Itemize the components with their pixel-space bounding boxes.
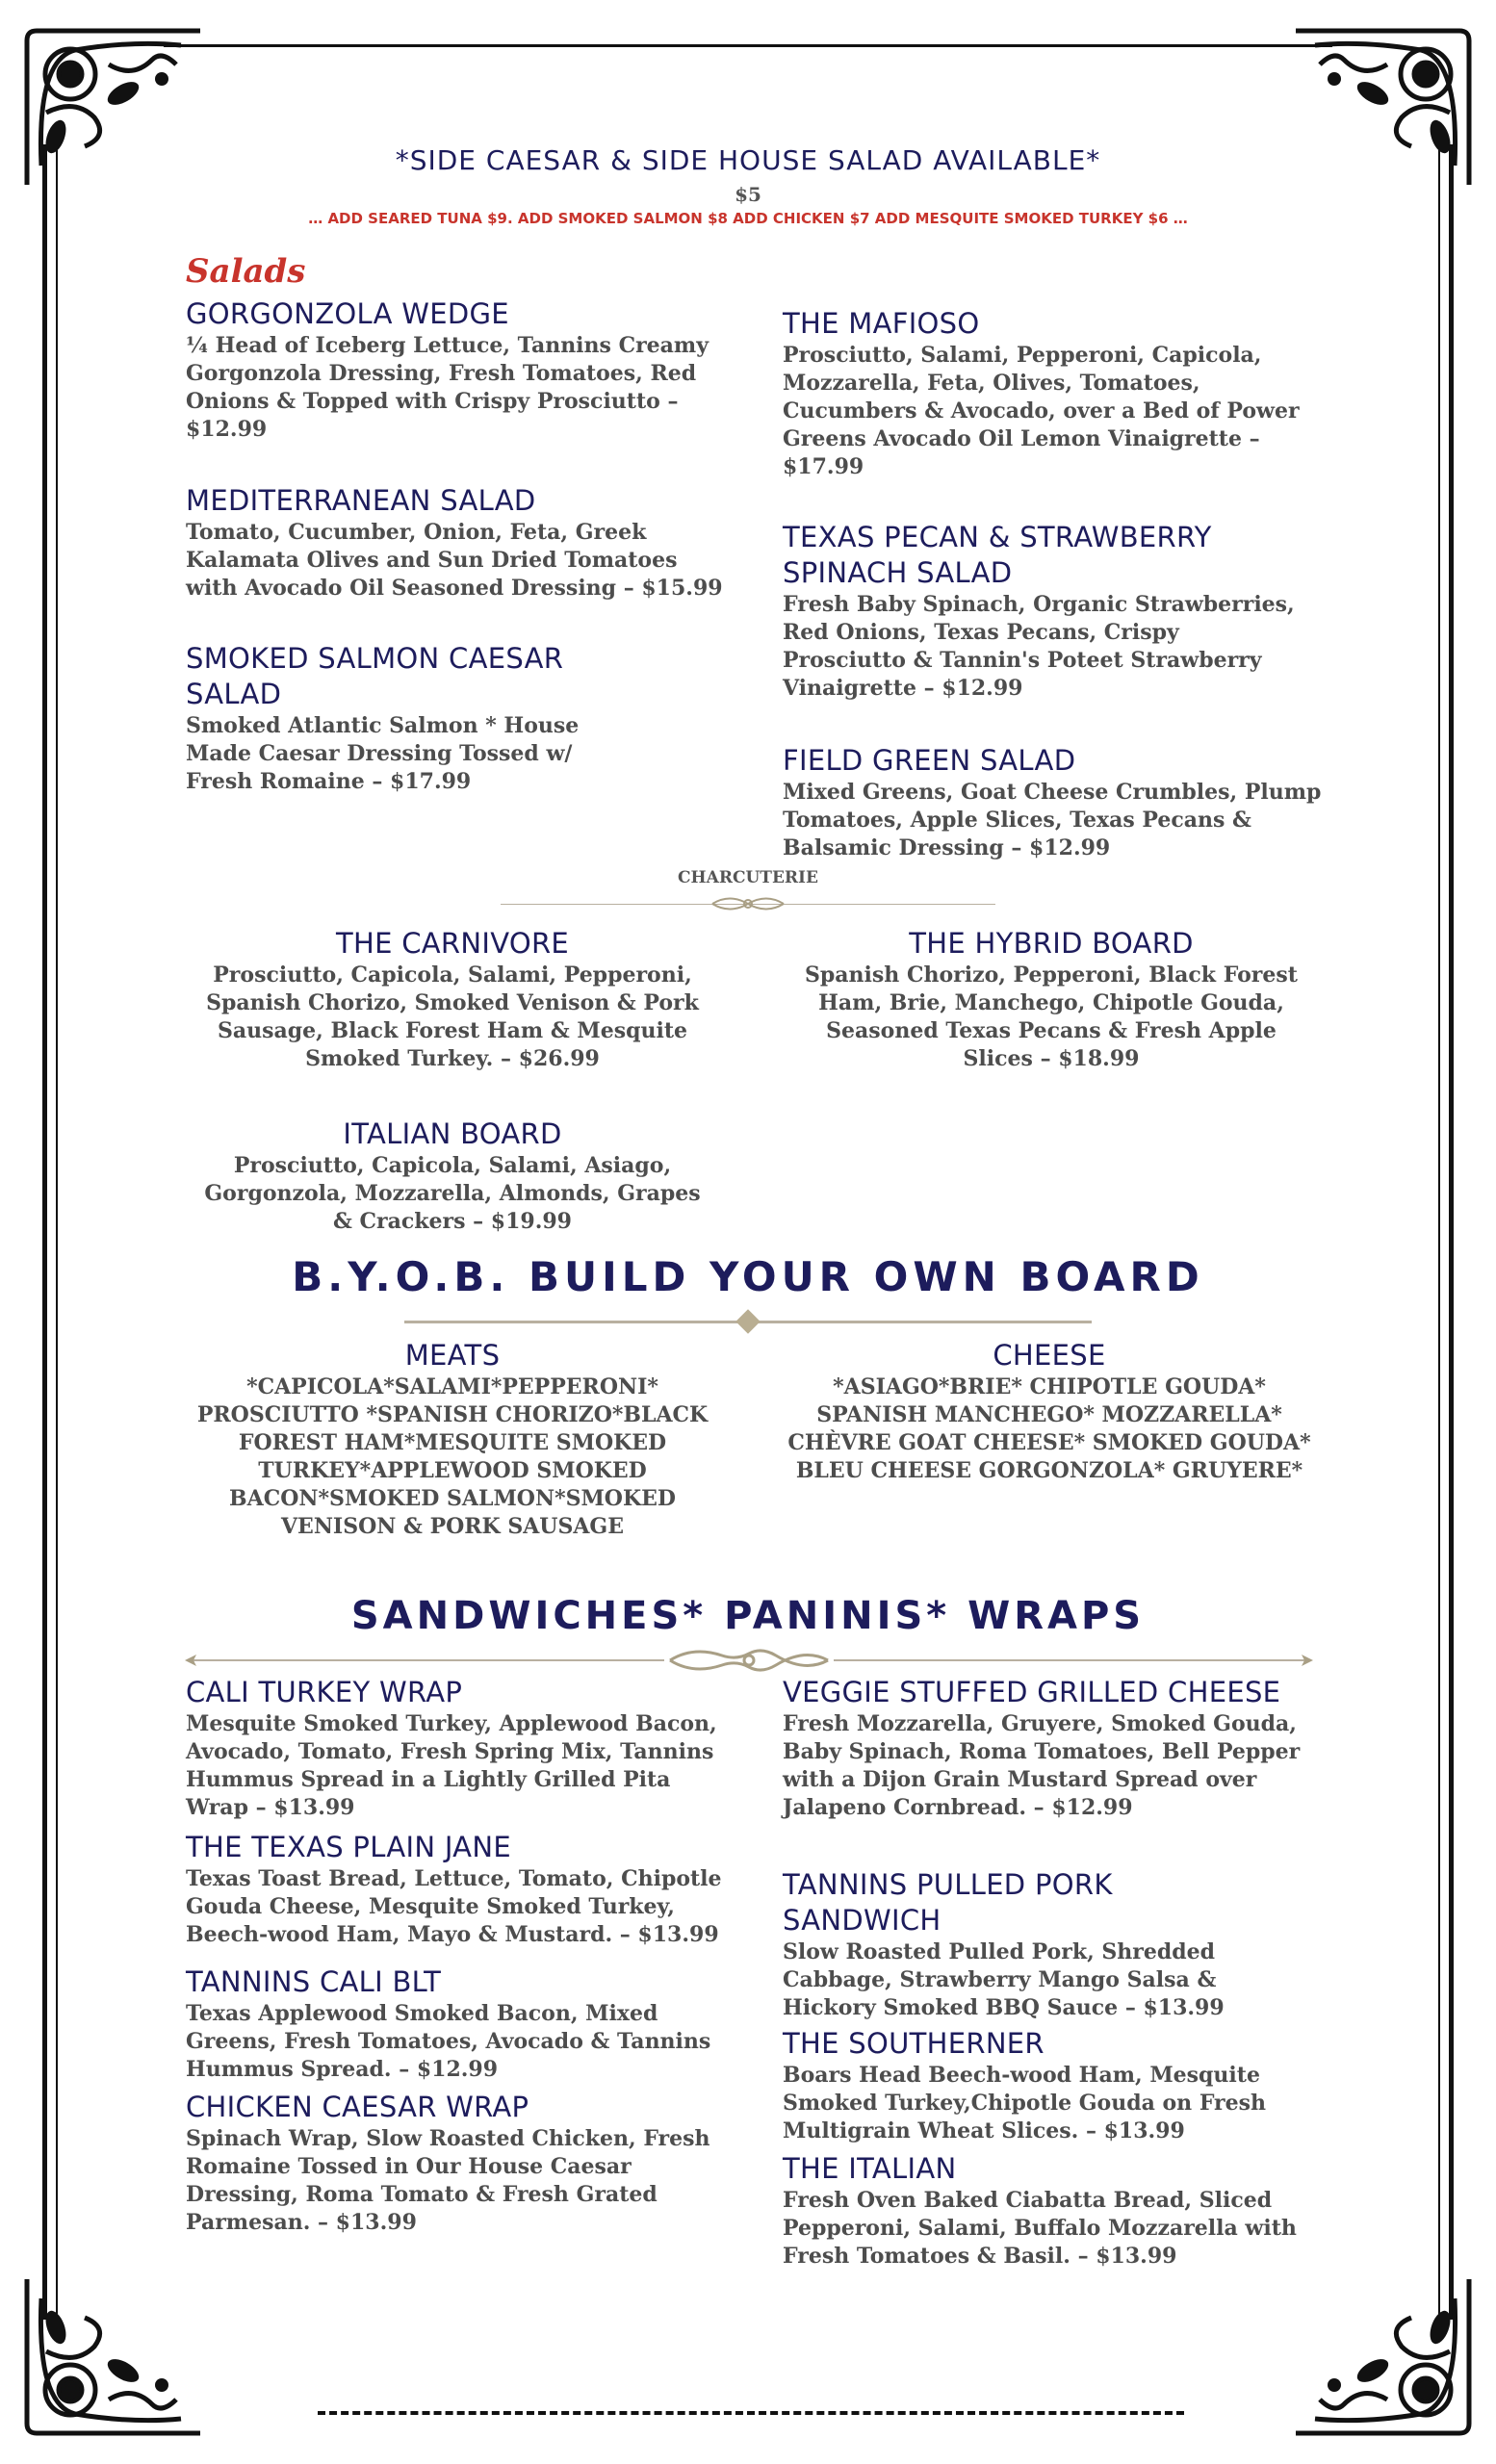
arrow-left-icon [183, 1653, 198, 1668]
item-description: Prosciutto, Capicola, Salami, Pepperoni, Spanish Chorizo, Smoked Venison & Pork Sausage, Black Forest Ham & Mesquite Smoked Turkey. – $26.99 [206, 962, 699, 1071]
cheese-list: *ASIAGO*BRIE* CHIPOTLE GOUDA* SPANISH MANCHEGO* MOZZARELLA* CHÈVRE GOAT CHEESE* SMOKED GOUDA* BLEU CHEESE GORGONZOLA* GRUYERE* [787, 1374, 1311, 1483]
item-description: Mesquite Smoked Turkey, Applewood Bacon, Avocado, Tomato, Fresh Spring Mix, Tannins Hummus Spread in a Lightly Grilled Pita Wrap – $13.99 [186, 1711, 717, 1820]
item-name: THE CARNIVORE [335, 927, 570, 960]
item-description: Fresh Baby Spinach, Organic Strawberries, Red Onions, Texas Pecans, Crispy Prosciutto & Tannin's Poteet Strawberry Vinaigrette – $12.99 [783, 592, 1295, 701]
frame-right-inner-border [1438, 144, 1440, 2320]
item-name: THE MAFIOSO [783, 307, 980, 340]
frame-left-border [42, 144, 47, 2320]
menu-item [186, 1675, 725, 1822]
item-name: THE ITALIAN [783, 2152, 957, 2185]
diamond-icon [735, 1309, 760, 1333]
board-item [791, 926, 1311, 1073]
item-description: Texas Applewood Smoked Bacon, Mixed Greens, Fresh Tomatoes, Avocado & Tannins Hummus Spread. – $12.99 [186, 2001, 711, 2082]
item-name: FIELD GREEN SALAD [783, 744, 1076, 777]
item-name: CHICKEN CAESAR WRAP [186, 2091, 529, 2123]
item-name: TANNINS PULLED PORK SANDWICH [783, 1868, 1113, 1937]
menu-item [783, 520, 1303, 703]
item-name: ITALIAN BOARD [343, 1117, 562, 1150]
item-name: SMOKED SALMON CAESAR SALAD [186, 642, 564, 710]
board-item [193, 1116, 712, 1236]
menu-item [186, 1830, 725, 1949]
item-name: THE HYBRID BOARD [909, 927, 1194, 960]
item-description: Slow Roasted Pulled Pork, Shredded Cabbage, Strawberry Mango Salsa & Hickory Smoked BBQ Sauce – $13.99 [783, 1939, 1225, 2020]
menu-item [783, 743, 1322, 862]
item-description: Texas Toast Bread, Lettuce, Tomato, Chipotle Gouda Cheese, Mesquite Smoked Turkey, Beech-wood Ham, Mayo & Mustard. – $13.99 [186, 1866, 722, 1947]
byob-meats [183, 1338, 722, 1541]
item-name: THE TEXAS PLAIN JANE [186, 1831, 511, 1863]
cheese-title: CHEESE [993, 1339, 1106, 1372]
frame-bottom-border [318, 2411, 1184, 2415]
item-description: Smoked Atlantic Salmon * House Made Caesar Dressing Tossed w/ Fresh Romaine – $17.99 [186, 713, 580, 794]
menu-item [186, 483, 725, 603]
menu-item [186, 2090, 725, 2237]
salads-heading: Salads [186, 252, 306, 291]
item-description: Mixed Greens, Goat Cheese Crumbles, Plump Tomatoes, Apple Slices, Texas Pecans & Balsamic Dressing – $12.99 [783, 780, 1322, 860]
salad-addons-line: … ADD SEARED TUNA $9. ADD SMOKED SALMON $8 ADD CHICKEN $7 ADD MESQUITE SMOKED TURKEY $6 … [308, 210, 1188, 227]
charcuterie-label: CHARCUTERIE [678, 868, 818, 887]
sandwiches-heading: SANDWICHES* PANINIS* WRAPS [350, 1594, 1146, 1638]
menu-item [783, 2151, 1322, 2271]
item-name: TEXAS PECAN & STRAWBERRY SPINACH SALAD [783, 521, 1212, 589]
item-description: Boars Head Beech-wood Ham, Mesquite Smoked Turkey,Chipotle Gouda on Fresh Multigrain Wheat Slices. – $13.99 [783, 2063, 1267, 2143]
menu-item [783, 1675, 1303, 1822]
board-item [202, 926, 703, 1073]
item-name: VEGGIE STUFFED GRILLED CHEESE [783, 1676, 1281, 1708]
byob-heading: B.Y.O.B. BUILD YOUR OWN BOARD [292, 1253, 1204, 1300]
frame-top-border [164, 44, 1332, 47]
item-description: Fresh Mozzarella, Gruyere, Smoked Gouda, Baby Spinach, Roma Tomatoes, Bell Pepper with a Dijon Grain Mustard Spread over Jalapeno Cornbread. – $12.99 [783, 1711, 1301, 1820]
item-name: GORGONZOLA WEDGE [186, 297, 509, 330]
item-description: Fresh Oven Baked Ciabatta Bread, Sliced Pepperoni, Salami, Buffalo Mozzarella with Fresh Tomatoes & Basil. – $13.99 [783, 2188, 1297, 2269]
side-salad-price: $5 [735, 183, 761, 206]
menu-item [783, 306, 1322, 481]
menu-item [186, 296, 725, 444]
menu-item [783, 2026, 1322, 2145]
frame-right-border [1449, 144, 1454, 2320]
flourish-icon [710, 893, 786, 914]
item-name: MEDITERRANEAN SALAD [186, 484, 536, 517]
ornate-corner-icon [1286, 2270, 1479, 2443]
arrow-right-icon [1300, 1653, 1315, 1668]
menu-item [186, 641, 638, 796]
menu-item [783, 1867, 1264, 2022]
item-description: Spanish Chorizo, Pepperoni, Black Forest Ham, Brie, Manchego, Chipotle Gouda, Seasoned Texas Pecans & Fresh Apple Slices – $18.99 [805, 962, 1298, 1071]
menu-item [186, 1964, 725, 2084]
item-name: THE SOUTHERNER [783, 2027, 1045, 2060]
item-description: Prosciutto, Salami, Pepperoni, Capicola, Mozzarella, Feta, Olives, Tomatoes, Cucumbers & Avocado, over a Bed of Power Greens Avocado Oil Lemon Vinaigrette – $17.99 [783, 343, 1300, 479]
meats-title: MEATS [404, 1339, 501, 1372]
side-salad-banner: *SIDE CAESAR & SIDE HOUSE SALAD AVAILABLE* [395, 144, 1101, 176]
frame-left-inner-border [56, 144, 58, 2320]
ornate-corner-icon [17, 2270, 210, 2443]
item-name: TANNINS CALI BLT [186, 1965, 442, 1998]
item-description: Tomato, Cucumber, Onion, Feta, Greek Kalamata Olives and Sun Dried Tomatoes with Avocado Oil Seasoned Dressing – $15.99 [186, 520, 723, 601]
flourish-icon [664, 1644, 834, 1677]
item-description: Spinach Wrap, Slow Roasted Chicken, Fresh Romaine Tossed in Our House Caesar Dressing, Roma Tomato & Fresh Grated Parmesan. – $13.99 [186, 2126, 710, 2235]
item-name: CALI TURKEY WRAP [186, 1676, 463, 1708]
byob-cheese [780, 1338, 1319, 1485]
item-description: ¼ Head of Iceberg Lettuce, Tannins Creamy Gorgonzola Dressing, Fresh Tomatoes, Red Onions & Topped with Crispy Prosciutto – $12.99 [186, 333, 709, 442]
meats-list: *CAPICOLA*SALAMI*PEPPERONI* PROSCIUTTO *SPANISH CHORIZO*BLACK FOREST HAM*MESQUITE SMOKED TURKEY*APPLEWOOD SMOKED BACON*SMOKED SALMON*SMOKED VENISON & PORK SAUSAGE [196, 1374, 709, 1539]
item-description: Prosciutto, Capicola, Salami, Asiago, Gorgonzola, Mozzarella, Almonds, Grapes & Crackers – $19.99 [204, 1153, 701, 1234]
